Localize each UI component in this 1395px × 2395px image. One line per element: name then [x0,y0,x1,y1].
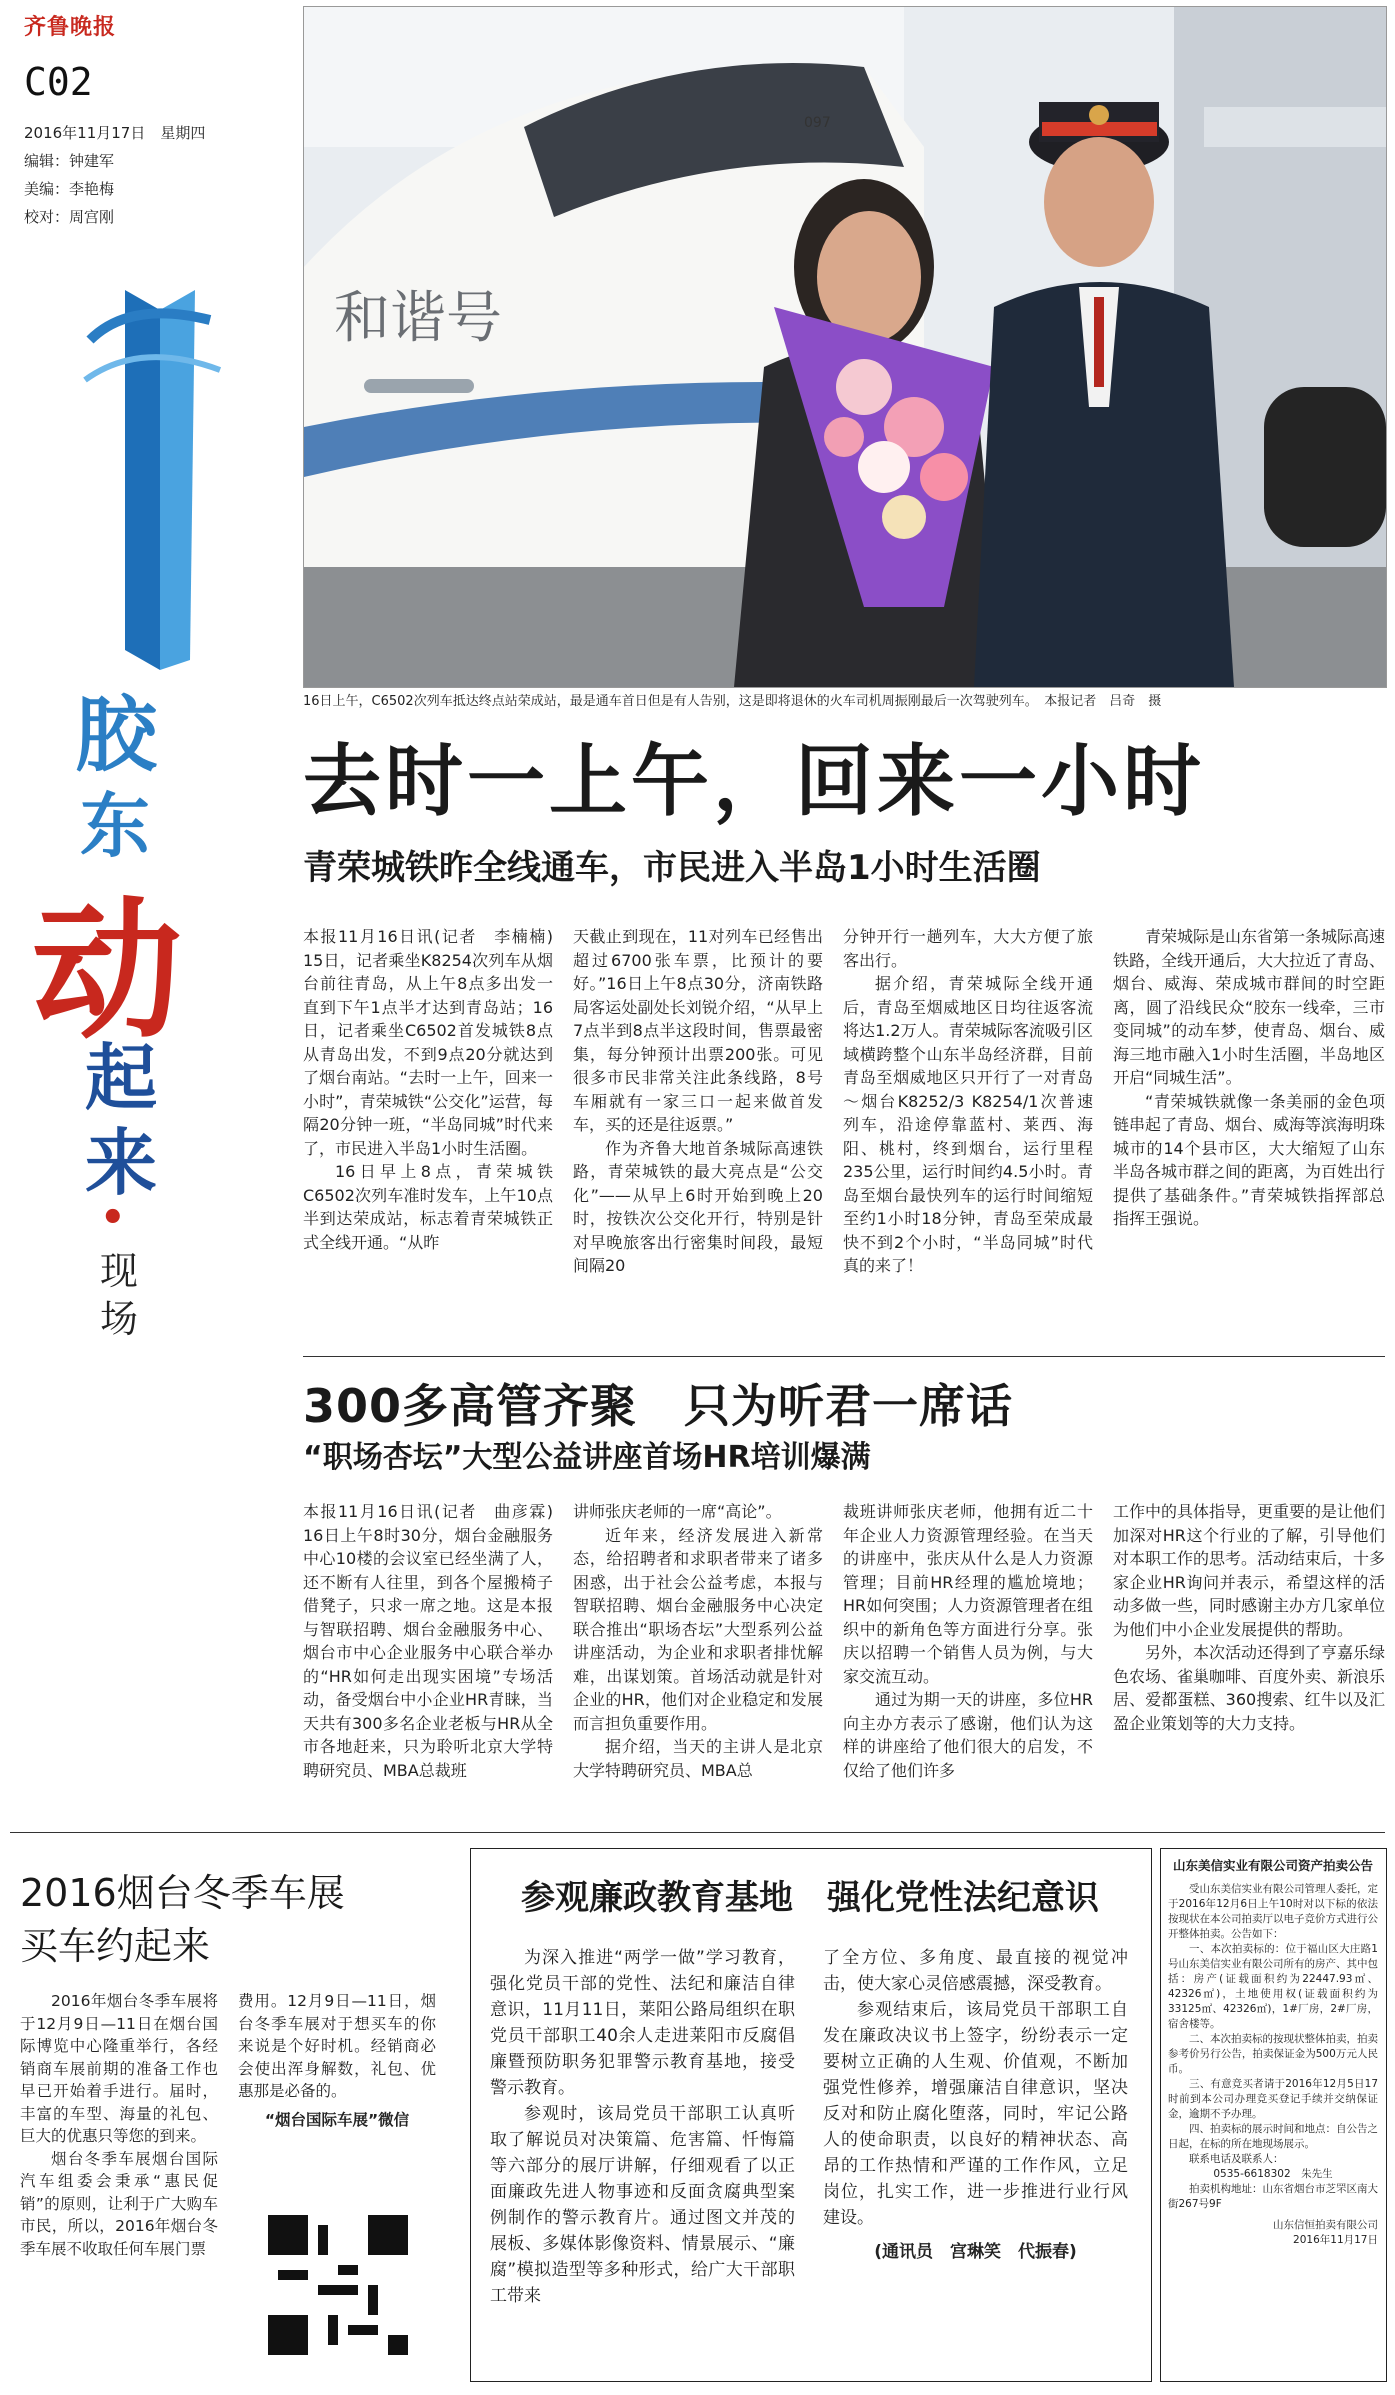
train-logo-text: 和谐号 [334,286,502,351]
divider [303,1356,1385,1357]
story2-para: 本报11月16日讯(记者 曲彦霖) 16日上午8时30分，烟台金融服务中心10楼的会议室已经坐满了人，还不断有人往里，到各个屋搬椅子借凳子，只求一席之地。这是本报与智联招聘、烟台金融服务中心、烟台市中心企业服务中心联合举办的“HR如何走出现实困境”专场活动，备受烟台中小企业HR青睐，当天共有300多名企业老板与HR从全市各地赶来，只为聆听北京大学特聘研究员、MBA总裁班 [303,1502,570,1780]
story1-column-2 [573,925,823,1278]
story1-column-4 [1113,925,1385,1231]
story2-para: 通过为期一天的讲座，多位HR向主办方表示了感谢，他们认为这样的讲座给了他们很大的启发，不仅给了他们许多 [843,1690,1093,1780]
proof-credit: 校对：周宫刚 [24,208,115,226]
notice-para: 拍卖机构地址：山东省烟台市芝罘区南大街267号9F [1168,2183,1378,2210]
story4-column-1 [490,1945,795,2309]
notice-para: 受山东美信实业有限公司管理人委托，定于2016年12月6日上午10时对以下标的依法按现状在本公司拍卖厅以电子竞价方式进行公开整体拍卖。公告如下： [1168,1883,1378,1940]
story4-column-2 [823,1945,1128,2265]
section-word-4: 起 [85,1036,158,1120]
story3-headline-line-2: 买车约起来 [20,1924,211,1968]
notice-para: 联系电话及联系人： [1189,2153,1284,2165]
masthead-logo: 齐鲁晚报 [24,15,117,40]
section-sub-1: 现 [100,1249,139,1293]
story2-column-1 [303,1500,570,1782]
story1-para: 作为齐鲁大地首条城际高速铁路，青荣城铁的最大亮点是“公交化”——从早上6时开始到晚上20时，按铁次公交化开行，特别是针对早晚旅客出行密集时间段，最短间隔20 [573,1138,823,1275]
section-word-1: 胶 [75,688,158,783]
story1-para: “青荣城铁就像一条美丽的金色项链串起了青岛、烟台、威海等滨海明珠城市的14个县市区，大大缩短了山东半岛各城市群之间的距离，为百姓出行提供了基础条件。”青荣城铁指挥部总指挥王强说。 [1113,1091,1386,1228]
story4-para: 为深入推进“两学一做”学习教育，强化党员干部的党性、法纪和廉洁自律意识，11月11日，莱阳公路局组织在职党员干部职工40余人走进莱阳市反腐倡廉暨预防职务犯罪警示教育基地，接受警示教育。 [490,1948,795,2098]
section-word-3: 动 [32,885,183,1059]
notice-title: 山东美信实业有限公司资产拍卖公告 [1172,1858,1373,1873]
story3-para: 费用。12月9日—11日，烟台冬季车展对于想买车的你来说是个好时机。经销商必会使出浑身解数，礼包、优惠那是必备的。 [238,1992,436,2100]
story4-para: 参观结束后，该局党员干部职工自发在廉政决议书上签字，纷纷表示一定要树立正确的人生观、价值观，不断加强党性修养，增强廉洁自律意识，坚决反对和防止腐化堕落，同时，牢记公路人的使命职责，以良好的精神状态、高昂的工作热情和严谨的工作作风，立足岗位，扎实工作，进一步推进行业行风建设。 [823,2000,1128,2228]
story2-para: 裁班讲师张庆老师，他拥有近二十年企业人力资源管理经验。在当天的讲座中，张庆从什么是人力资源管理；目前HR经理的尴尬境地；HR如何突围；人力资源管理者在组织中的新角色等方面进行分享。张庆以招聘一个销售人员为例，与大家交流互动。 [843,1502,1093,1686]
notice-date: 2016年11月17日 [1293,2234,1378,2246]
notice-para: 二、本次拍卖标的按现状整体拍卖，拍卖参考价另行公告，拍卖保证金为500万元人民币。 [1168,2033,1378,2075]
story1-para: 天截止到现在，11对列车已经售出超过6700张车票，比预计的要好。”16日上午8点30分，济南铁路局客运处副处长刘锐介绍，“从早上7点半到8点半这段时间，售票最密集，每分钟预计出票200张。可见很多市民非常关注此条线路，8号车厢就有一家三口一起来做首发车，买的还是往返票。” [573,927,823,1134]
story2-para: 工作中的具体指导，更重要的是让他们加深对HR这个行业的了解，引导他们对本职工作的思考。活动结束后，十多家企业HR询问并表示，希望这样的活动多做一些，同时感谢主办方几家单位为他们中小企业发展提供的帮助。 [1113,1502,1386,1639]
story2-column-2 [573,1500,823,1782]
section-logo [30,280,250,1380]
story1-para: 据介绍，青荣城际全线开通后，青岛至烟威地区日均往返客流将达1.2万人。青荣城际客流吸引区域横跨整个山东半岛经济群，目前青岛至烟威地区只开行了一对青岛～烟台K8252/3 K8254/1次普速列车，沿途停靠蓝村、莱西、海阳、桃村，终到烟台，运行里程235公里，运行时间约4.5小时。青岛至烟台最快列车的运行时间缩短至约1小时18分钟，青岛至荣成最快不到2个小时，“半岛同城”时代真的来了！ [843,974,1093,1275]
section-word-2: 东 [80,785,150,867]
story3-para: 2016年烟台冬季车展将于12月9日—11日在烟台国际博览中心隆重举行，各经销商车展前期的准备工作也早已开始着手进行。届时，丰富的车型、海量的礼包、巨大的优惠只等您的到来。 [20,1992,218,2145]
notice-signer: 山东信恒拍卖有限公司 [1273,2219,1378,2231]
story3-para: 烟台冬季车展烟台国际汽车组委会秉承“惠民促销”的原则，让利于广大购车市民，所以，2016年烟台冬季车展不收取任何车展门票 [20,2149,218,2258]
notice-para: 三、有意竞买者请于2016年12月5日17时前到本公司办理竞买登记手续并交纳保证金，逾期不予办理。 [1168,2078,1378,2120]
notice-phone: 0535-6618302 朱先生 [1213,2168,1333,2180]
designer-credit: 美编：李艳梅 [24,180,115,198]
photo-caption: 16日上午，C6502次列车抵达终点站荣成站，最是通车首日但是有人告别，这是即将退休的火车司机周振刚最后一次驾驶列车。 本报记者 吕奇 摄 [303,694,1162,709]
car-number: 097 [804,115,831,131]
story1-para: 分钟开行一趟列车，大大方便了旅客出行。 [843,927,1093,970]
notice-para: 四、拍卖标的展示时间和地点：自公告之日起，在标的所在地现场展示。 [1168,2123,1378,2150]
story1-subhead: 青荣城铁昨全线通车，市民进入半岛1小时生活圈 [303,848,1041,888]
story1-column-3 [843,925,1093,1278]
story2-column-4 [1113,1500,1385,1735]
qr-code[interactable] [268,2215,408,2355]
qr-caption: “烟台国际车展”微信 [264,2110,410,2129]
train-platform-illustration [304,7,1386,687]
story2-para: 讲师张庆老师的一席“高论”。 [573,1502,782,1521]
story1-para: 本报11月16日讯(记者 李楠楠) 15日，记者乘坐K8254次列车从烟台前往青岛，从上午8点多出发一直到下午1点半才达到青岛站；16日，记者乘坐C6502首发城铁8点从青岛出发，不到9点20分就达到了烟台南站。“去时一上午，回来一小时”，青荣城铁“公交化”运营，每隔20分钟一班，“半岛同城”时代来了，市民进入半岛1小时生活圈。 [303,927,570,1158]
section-word-5: 来 [85,1121,158,1205]
section-sub-2: 场 [100,1297,139,1341]
story1-column-1 [303,925,570,1254]
page-number: C02 [24,60,93,104]
story3-column-1 [20,1990,218,2260]
section-dot: • [100,1195,126,1241]
issue-date: 2016年11月17日 星期四 [24,124,206,142]
story2-para: 另外，本次活动还得到了亨嘉乐绿色农场、雀巢咖啡、百度外卖、新浪乐居、爱都蛋糕、360搜索、红牛以及汇盈企业策划等的大力支持。 [1113,1643,1386,1733]
story2-para: 近年来，经济发展进入新常态，给招聘者和求职者带来了诸多困惑，出于社会公益考虑，本报与智联招聘、烟台金融服务中心决定联合推出“职场杏坛”大型系列公益讲座活动，为企业和求职者排忧解难，出谋划策。首场活动就是针对企业的HR，他们对企业稳定和发展而言担负重要作用。 [573,1525,823,1733]
story4-headline: 参观廉政教育基地 强化党性法纪意识 [521,1878,1099,1918]
story4-byline: (通讯员 宫琳笑 代振春) [874,2242,1077,2262]
story2-subhead: “职场杏坛”大型公益讲座首场HR培训爆满 [303,1440,871,1475]
notice-para: 一、本次拍卖标的：位于福山区大庄路1号山东美信实业有限公司所有的房产、其中包括：房产(证载面积约为22447.93㎡、42326㎡)，土地使用权(证载面积约为33125㎡、42326㎡)，1#厂房，2#厂房，宿舍楼等。 [1168,1943,1378,2030]
notice-body [1168,1882,1378,2248]
story4-para: 参观时，该局党员干部职工认真听取了解说员对决策篇、危害篇、忏悔篇等六部分的展厅讲解，仔细观看了以正面廉政先进人物事迹和反面贪腐典型案例制作的警示教育片。通过图文并茂的展板、多媒体影像资料、情景展示、“廉腐”模拟造型等多种形式，给广大干部职工带来 [490,2104,795,2306]
pillar-graphic [70,280,230,680]
story2-headline: 300多高管齐聚 只为听君一席话 [303,1379,1014,1433]
story1-para: 青荣城际是山东省第一条城际高速铁路，全线开通后，大大拉近了青岛、烟台、威海、荣成城市群间的时空距离，圆了沿线民众“胶东一线牵，三市变同城”的动车梦，使青岛、烟台、威海三地市融入1小时生活圈，半岛地区开启“同城生活”。 [1113,927,1386,1087]
editor-credit: 编辑：钟建军 [24,152,115,170]
story1-para: 16日早上8点，青荣城铁C6502次列车准时发车，上午10点半到达荣成站，标志着青荣城铁正式全线开通。“从昨 [303,1162,553,1252]
story3-column-2 [238,1990,436,2131]
lead-photo [303,6,1387,688]
divider [10,1832,1385,1833]
story4-para: 了全方位、多角度、最直接的视觉冲击，使大家心灵倍感震撼，深受教育。 [823,1948,1128,1994]
story2-column-3 [843,1500,1093,1782]
story1-headline: 去时一上午，回来一小时 [303,737,1206,827]
story2-para: 据介绍，当天的主讲人是北京大学特聘研究员、MBA总 [573,1737,823,1780]
story3-headline-line-1: 2016烟台冬季车展 [20,1871,345,1915]
